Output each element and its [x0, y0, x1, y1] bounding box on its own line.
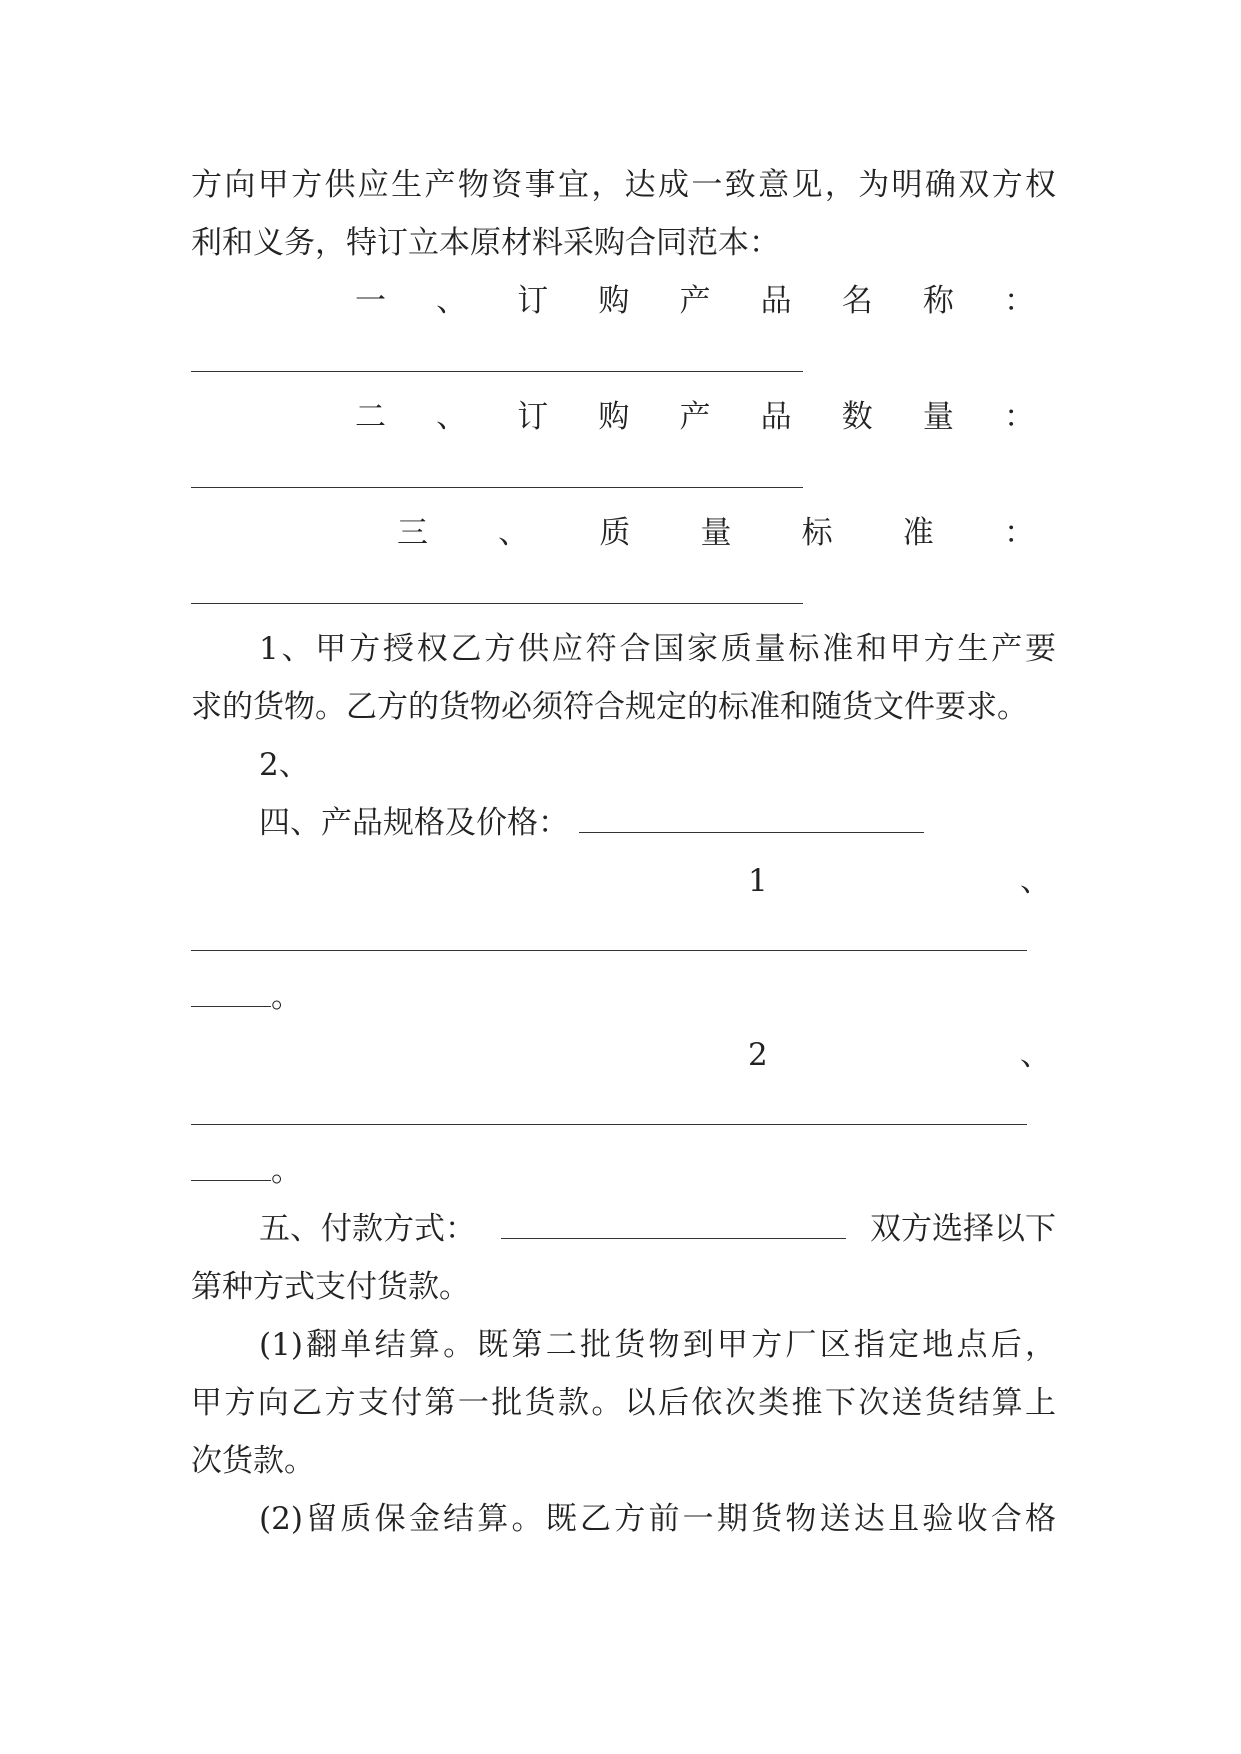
section-3-char: 准 — [902, 515, 934, 551]
spec-1-end — [191, 979, 302, 1015]
spec-2-separator: 、 — [1020, 1037, 1051, 1073]
section-4-heading — [259, 805, 924, 841]
section-4-label: 四、产品规格及价格： — [259, 805, 569, 841]
section-1-char: 订 — [517, 283, 549, 319]
spec-2-blank-line — [191, 1124, 1027, 1125]
section-2-char: 购 — [598, 399, 630, 435]
paragraph-intro-line-2: 利和义务，特订立本原材料采购合同范本： — [191, 225, 780, 261]
payment-option-1-line-1: (1)翻单结算。既第二批货物到甲方厂区指定地点后， — [259, 1327, 1056, 1363]
section-5-line-2: 第种方式支付货款。 — [191, 1269, 470, 1305]
section-2-char: 数 — [841, 399, 873, 435]
section-1-heading — [355, 283, 1035, 319]
spec-1-short-blank — [191, 1005, 271, 1007]
spec-1-blank-line — [191, 950, 1027, 951]
section-1-char: 、 — [436, 283, 468, 319]
section-5-heading — [259, 1211, 1056, 1247]
section-3-char: ： — [1003, 515, 1035, 551]
section-2-char: 订 — [517, 399, 549, 435]
section-2-heading — [355, 399, 1035, 435]
section-1-char: 称 — [922, 283, 954, 319]
payment-option-1-line-2: 甲方向乙方支付第一批货款。以后依次类推下次送货结算上 — [191, 1385, 1056, 1421]
section-5-blank-line — [501, 1237, 846, 1239]
section-3-char: 三 — [397, 515, 428, 551]
spec-2-number: 2 — [748, 1037, 768, 1073]
section-1-char: ： — [1004, 283, 1035, 319]
section-2-char: 量 — [922, 399, 954, 435]
payment-option-2-line-1: (2)留质保金结算。既乙方前一期货物送达且验收合格 — [259, 1501, 1056, 1537]
section-2-char: 产 — [679, 399, 711, 435]
section-1-char: 名 — [841, 283, 873, 319]
section-3-char: 质 — [599, 515, 631, 551]
quality-item-2: 2、 — [259, 747, 310, 783]
section-1-char: 一 — [355, 283, 386, 319]
section-3-char: 量 — [700, 515, 732, 551]
section-4-blank-line — [579, 831, 924, 833]
quality-item-1-line-2: 求的货物。乙方的货物必须符合规定的标准和随货文件要求。 — [191, 689, 1028, 725]
section-3-blank-line — [191, 603, 803, 604]
section-1-char: 购 — [598, 283, 630, 319]
payment-option-1-line-3: 次货款。 — [191, 1443, 315, 1479]
section-1-blank-line — [191, 371, 803, 372]
quality-item-1-line-1: 1、甲方授权乙方供应符合国家质量标准和甲方生产要 — [259, 631, 1056, 667]
spec-2-short-blank — [191, 1179, 271, 1181]
section-5-label: 五、付款方式： — [259, 1211, 476, 1247]
section-1-char: 品 — [760, 283, 792, 319]
section-2-blank-line — [191, 487, 803, 488]
paragraph-intro-line-1: 方向甲方供应生产物资事宜，达成一致意见，为明确双方权 — [191, 167, 1056, 203]
spec-2-period: 。 — [271, 1153, 302, 1189]
spec-1-number: 1 — [748, 863, 768, 899]
section-3-heading — [397, 515, 1035, 551]
section-2-char: 二 — [355, 399, 386, 435]
section-3-char: 、 — [498, 515, 530, 551]
section-2-char: 、 — [436, 399, 468, 435]
section-2-char: 品 — [760, 399, 792, 435]
spec-1-separator: 、 — [1020, 863, 1051, 899]
spec-2-end — [191, 1153, 302, 1189]
section-5-tail: 双方选择以下 — [870, 1211, 1056, 1247]
spec-1-period: 。 — [271, 979, 302, 1015]
section-3-char: 标 — [801, 515, 833, 551]
section-1-char: 产 — [679, 283, 711, 319]
section-2-char: ： — [1004, 399, 1035, 435]
